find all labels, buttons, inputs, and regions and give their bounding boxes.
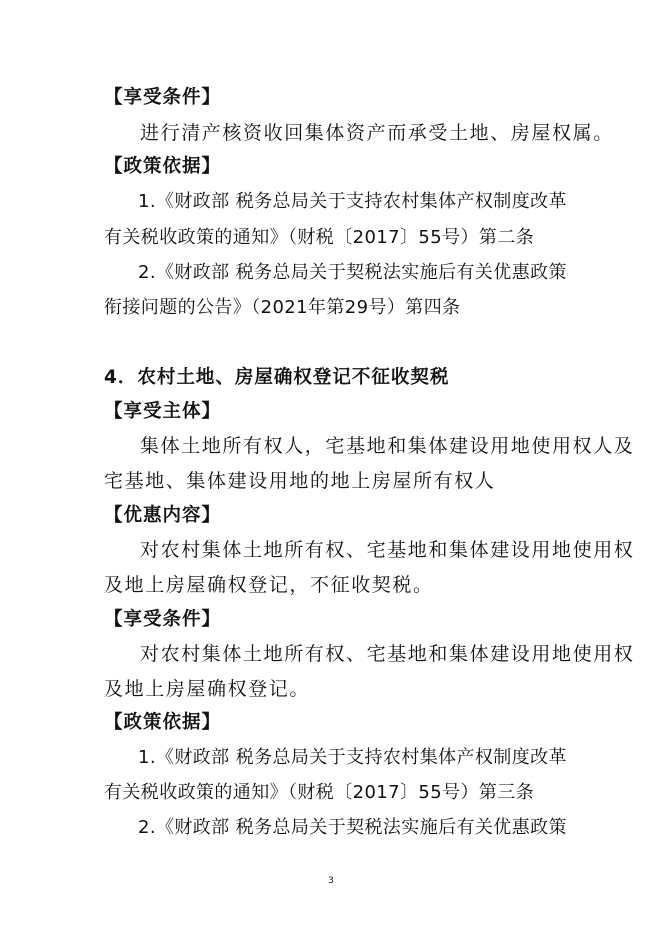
policy-basis-heading: 【政策依据】: [104, 156, 222, 177]
enjoy-conditions-text-2-cont: 及地上房屋确权登记。: [104, 678, 311, 700]
preference-content-text-cont: 及地上房屋确权登记，不征收契税。: [104, 574, 434, 596]
enjoy-conditions-text: 进行清产核资收回集体资产而承受土地、房屋权属。: [140, 122, 614, 144]
preference-content-text: 对农村集体土地所有权、宅基地和集体建设用地使用权: [140, 539, 635, 561]
policy-basis-2-item-1: 1.《财政部 税务总局关于支持农村集体产权制度改革: [138, 747, 567, 768]
policy-basis-2-item-2: 2.《财政部 税务总局关于契税法实施后有关优惠政策: [138, 817, 567, 838]
policy-basis-2-item-1-cont: 有关税收政策的通知》（财税〔2017〕55号）第三条: [104, 782, 535, 803]
enjoy-subject-text: 集体土地所有权人，宅基地和集体建设用地使用权人及: [140, 435, 635, 457]
policy-basis-heading-2: 【政策依据】: [104, 712, 222, 733]
policy-basis-item-1-cont: 有关税收政策的通知》（财税〔2017〕55号）第二条: [104, 227, 535, 248]
policy-basis-item-2-cont: 衔接问题的公告》（2021年第29号）第四条: [104, 297, 461, 318]
policy-basis-item-1: 1.《财政部 税务总局关于支持农村集体产权制度改革: [138, 191, 567, 212]
enjoy-subject-text-cont: 宅基地、集体建设用地的地上房屋所有权人: [104, 470, 496, 492]
enjoy-conditions-heading-2: 【享受条件】: [104, 609, 222, 630]
enjoy-subject-heading: 【享受主体】: [104, 401, 222, 422]
section-4-title: 4．农村土地、房屋确权登记不征收契税: [104, 367, 450, 388]
enjoy-conditions-heading: 【享受条件】: [104, 87, 222, 108]
preference-content-heading: 【优惠内容】: [104, 505, 222, 526]
policy-basis-item-2: 2.《财政部 税务总局关于契税法实施后有关优惠政策: [138, 262, 567, 283]
enjoy-conditions-text-2: 对农村集体土地所有权、宅基地和集体建设用地使用权: [140, 643, 635, 665]
page-number: 3: [328, 876, 334, 886]
